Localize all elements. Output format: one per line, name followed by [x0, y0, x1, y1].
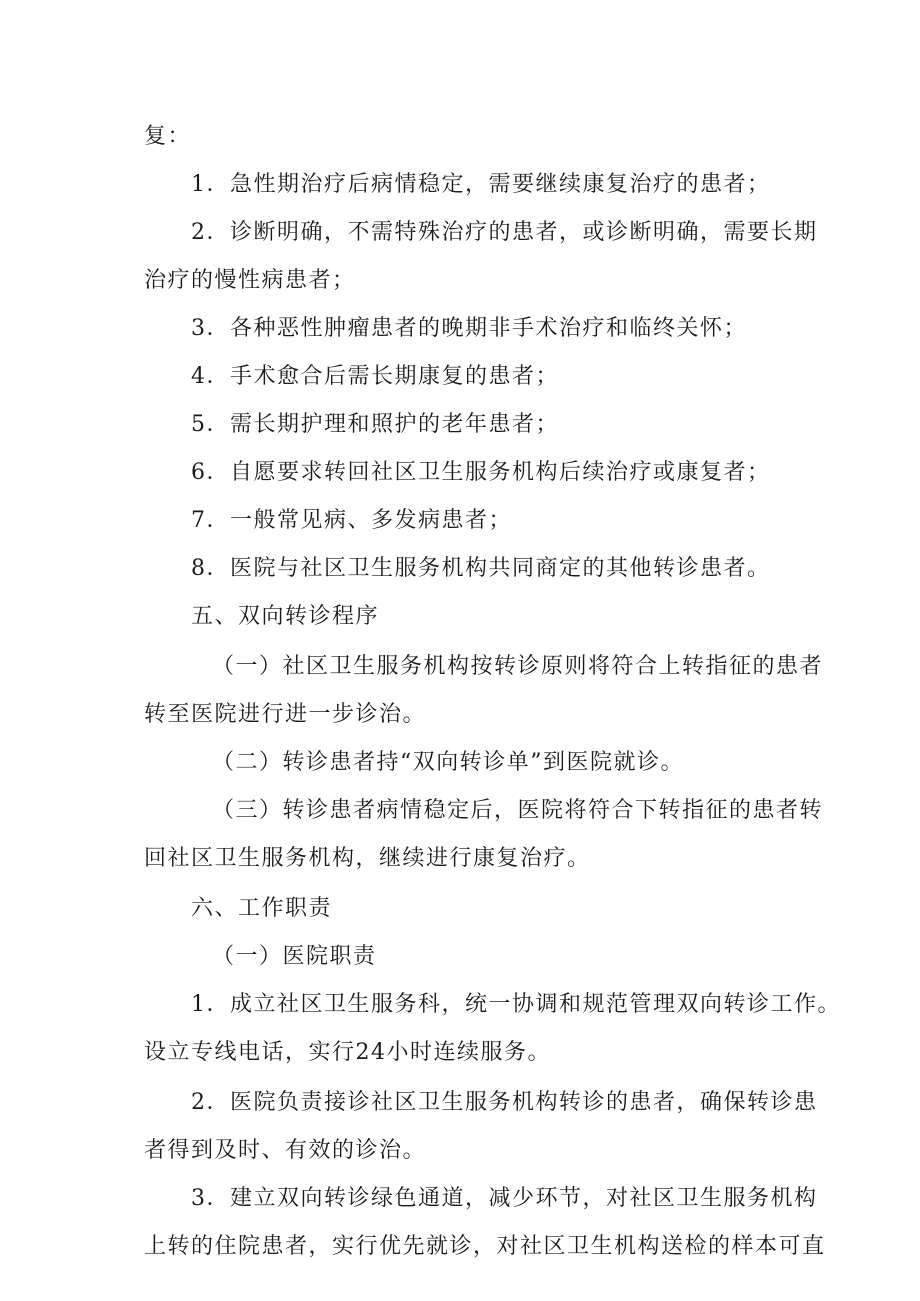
subsection-heading-hospital: （一）医院职责 — [212, 944, 377, 969]
list-item-8: 8．医院与社区卫生服务机构共同商定的其他转诊患者。 — [191, 556, 771, 581]
subsection-2: （二）转诊患者持“双向转诊单”到医院就诊。 — [212, 750, 684, 775]
subsection-1: （一）社区卫生服务机构按转诊原则将符合上转指征的患者 — [212, 654, 824, 679]
duty-item-3: 3．建立双向转诊绿色通道，减少环节，对社区卫生服务机构 — [191, 1186, 818, 1211]
duty-item-1-continuation: 设立专线电话，实行24小时连续服务。 — [144, 1040, 551, 1065]
duty-item-3-continuation: 上转的住院患者，实行优先就诊，对社区卫生机构送检的样本可直 — [144, 1234, 826, 1259]
duty-item-1: 1．成立社区卫生服务科，统一协调和规范管理双向转诊工作。 — [191, 992, 841, 1017]
subsection-3: （三）转诊患者病情稳定后，医院将符合下转指征的患者转 — [212, 798, 824, 823]
list-item-4: 4．手术愈合后需长期康复的患者； — [191, 364, 559, 389]
section-heading-6: 六、工作职责 — [191, 896, 333, 921]
duty-item-2: 2．医院负责接诊社区卫生服务机构转诊的患者，确保转诊患 — [191, 1090, 818, 1115]
list-item-1: 1．急性期治疗后病情稳定，需要继续康复治疗的患者； — [191, 172, 771, 197]
list-item-7: 7．一般常见病、多发病患者； — [191, 508, 512, 533]
list-item-2-continuation: 治疗的慢性病患者； — [144, 268, 356, 293]
list-item-5: 5．需长期护理和照护的老年患者； — [191, 412, 559, 437]
subsection-3-continuation: 回社区卫生服务机构，继续进行康复治疗。 — [144, 846, 591, 871]
subsection-1-continuation: 转至医院进行进一步诊治。 — [144, 702, 427, 727]
section-heading-5: 五、双向转诊程序 — [191, 604, 380, 629]
duty-item-2-continuation: 者得到及时、有效的诊治。 — [144, 1138, 427, 1163]
list-item-2: 2．诊断明确，不需特殊治疗的患者，或诊断明确，需要长期 — [191, 220, 818, 245]
text-line-continuation: 复： — [144, 124, 192, 149]
list-item-3: 3．各种恶性肿瘤患者的晚期非手术治疗和临终关怀； — [191, 316, 747, 341]
list-item-6: 6．自愿要求转回社区卫生服务机构后续治疗或康复者； — [191, 460, 771, 485]
